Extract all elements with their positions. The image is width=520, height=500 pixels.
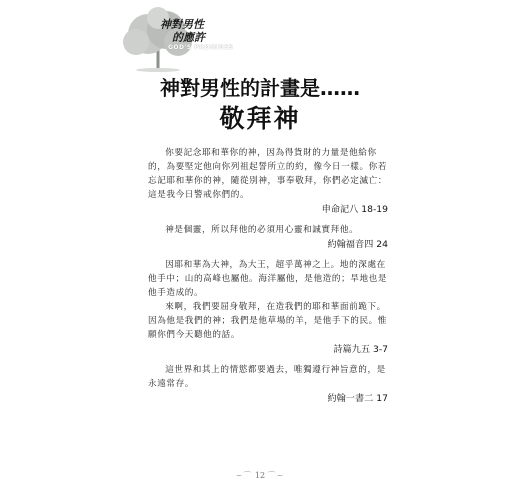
book-title-line1: 神對男性 (160, 18, 204, 31)
scripture-paragraph: 來啊，我們要屈身敬拜，在造我們的耶和華面前跪下。因為他是我們的神；我們是他草場的羊，是他手下的民。惟願你們今天聽他的話。 (148, 302, 388, 340)
scripture-reference: 約翰福音四 24 (327, 239, 388, 250)
book-title-line2: 的應許 (172, 31, 205, 44)
book-title-subtitle: GOD'S PROMISES (168, 44, 234, 51)
scripture-block (148, 223, 388, 252)
page-heading: 神對男性的計畫是…… (160, 76, 360, 100)
footer-ornament-left: ~⌒ (235, 471, 253, 480)
page-number: 12 (254, 471, 266, 480)
scripture-reference: 申命記八 18-19 (321, 204, 388, 215)
scripture-paragraph: 這世界和其上的情慾都要過去，唯獨遵行神旨意的，是永遠常存。 (148, 365, 386, 389)
scripture-block (148, 363, 388, 406)
page-footer (0, 470, 520, 481)
scripture-block (148, 258, 388, 357)
scripture-content (148, 146, 388, 412)
footer-ornament-right: ⌒~ (267, 471, 285, 480)
scripture-reference: 約翰一書二 17 (327, 393, 388, 404)
scripture-reference: 詩篇九五 3-7 (333, 344, 388, 355)
scripture-block (148, 146, 388, 217)
book-title (160, 18, 205, 44)
page-subheading: 敬拜神 (219, 104, 301, 133)
scripture-paragraph: 神是個靈，所以拜他的必須用心靈和誠實拜他。 (165, 225, 359, 235)
scripture-paragraph: 你要記念耶和華你的神，因為得貨財的力量是他給你的，為要堅定他向你列祖起誓所立的約，像今日一樣。你若忘記耶和華你的神，隨從別神，事奉敬拜，你們必定滅亡：這是我今日警戒你們的。 (148, 148, 388, 200)
scripture-paragraph: 因耶和華為大神，為大王，超乎萬神之上。地的深處在他手中；山的高峰也屬他。海洋屬他，是他造的；旱地也是他手造成的。 (148, 260, 388, 298)
